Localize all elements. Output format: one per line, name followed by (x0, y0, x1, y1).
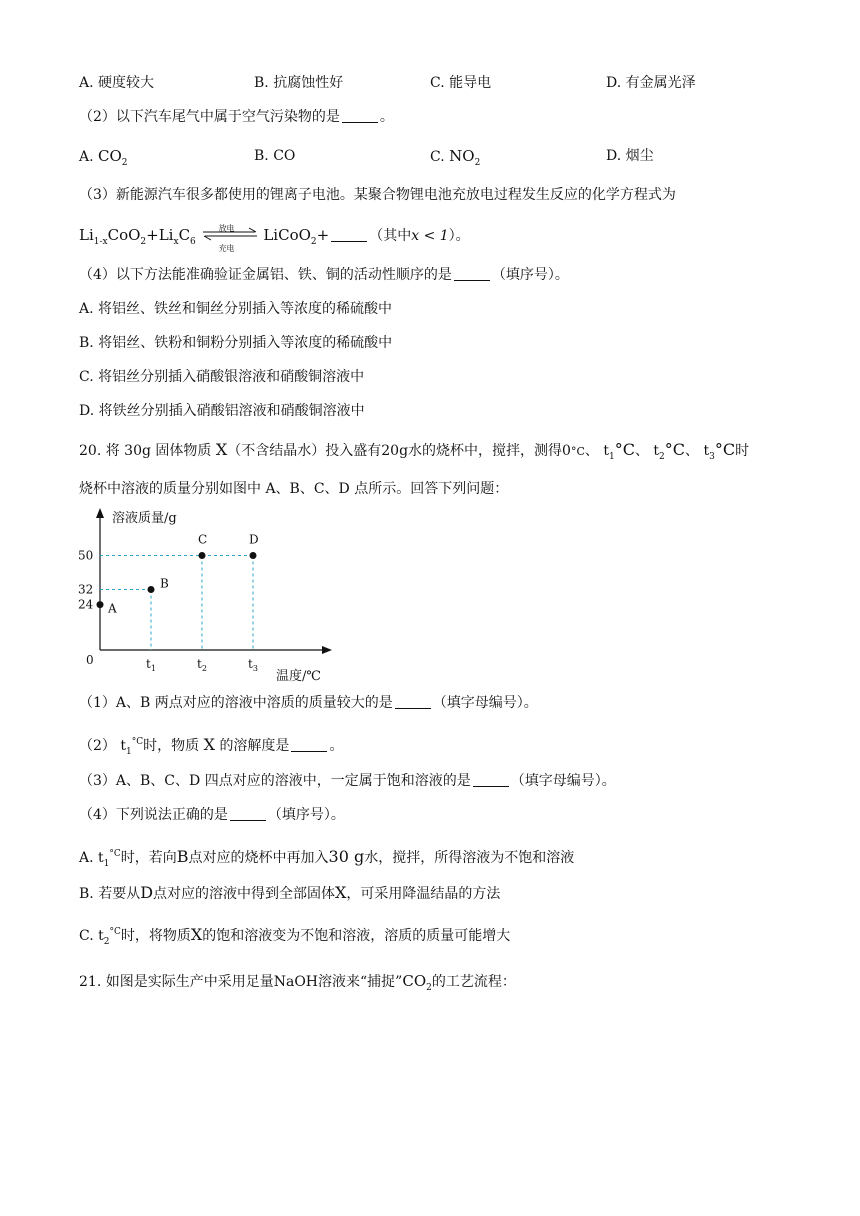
q20-option-b: B. 若要从D点对应的溶液中得到全部固体X，可采用降温结晶的方法 (79, 883, 501, 902)
q19-p4-option-d: D. 将铁丝分别插入硝酸铝溶液和硝酸铜溶液中 (79, 403, 365, 419)
q19-p2-option-c: C. $NO_2$ (430, 147, 481, 168)
answer-blank (395, 694, 431, 709)
origin-label: 0 (86, 653, 94, 667)
x-tick-label: $t_1$ (146, 657, 156, 673)
q19-p2-stem: （2）以下汽车尾气中属于空气污染物的是 。 (79, 109, 394, 125)
answer-blank (230, 806, 266, 821)
y-tick-label: 50 (78, 548, 94, 563)
answer-blank (473, 772, 509, 787)
q20-sub4: （4）下列说法正确的是 （填序号）。 (79, 807, 345, 823)
data-point (148, 586, 155, 593)
q19-p4-option-a: A. 将铝丝、铁丝和铜丝分别插入等浓度的稀硫酸中 (79, 301, 393, 317)
answer-blank (342, 108, 378, 123)
q19-p2-option-a: A. $CO_2$ (79, 147, 128, 168)
q20-sub2: （2） $t_1^{^\circ C}$时，物质 X 的溶解度是 。 (79, 735, 344, 757)
x-tick-label: $t_3$ (248, 657, 258, 673)
x-tick-label: $t_2$ (197, 657, 207, 673)
q20-sub3: （3）A、B、C、D 四点对应的溶液中，一定属于饱和溶液的是 （填字母编号）。 (79, 773, 616, 789)
data-point (199, 552, 206, 559)
q20-stem-line1: 20. 将 30g 固体物质 X（不含结晶水）投入盛有20g水的烧杯中，搅拌，测得0°C、 $t_1^\circ C$、 $t_2^\circ C$、 $t_3^\circ C$时 (79, 440, 750, 462)
q20-stem-line2: 烧杯中溶液的质量分别如图中 A、B、C、D 点所示。回答下列问题： (79, 481, 509, 497)
q20-sub1: （1）A、B 两点对应的溶液中溶质的质量较大的是 （填字母编号）。 (79, 695, 538, 711)
q19-p1-option-c: C. 能导电 (430, 75, 492, 91)
q19-p4-option-c: C. 将铝丝分别插入硝酸银溶液和硝酸铜溶液中 (79, 369, 365, 385)
q19-p1-option-a: A. 硬度较大 (79, 75, 155, 91)
q20-option-a: A. $t_1^{^\circ C}$时，若向B点对应的烧杯中再加入30 g水，搅拌，所得溶液为不饱和溶液 (79, 847, 575, 869)
q19-p3-stem: （3）新能源汽车很多都使用的锂离子电池。某聚合物锂电池充放电过程发生反应的化学方程式为 (79, 187, 676, 203)
q19-p3-equation: $Li_{1-x}CoO_2+Li_xC_6$ 放电 充电 LiCoO$_2$+ （其中x < 1）。 (79, 224, 470, 253)
reversible-arrow: 放电 充电 (201, 224, 259, 244)
q19-p1-option-b: B. 抗腐蚀性好 (254, 75, 344, 91)
q20-option-c: C. $t_2^{^\circ C}$时，将物质X的饱和溶液变为不饱和溶液，溶质的质量可能增大 (79, 925, 511, 947)
q19-p2-option-b: B. CO (254, 148, 296, 164)
q21-stem: 21. 如图是实际生产中采用足量NaOH溶液来“捕捉$”CO_2$的工艺流程： (79, 972, 516, 993)
y-tick-label: 32 (78, 582, 94, 597)
y-tick-label: 24 (78, 597, 94, 612)
q19-p2-option-d: D. 烟尘 (606, 148, 654, 164)
data-point (250, 552, 257, 559)
data-point (97, 601, 104, 608)
solution-mass-chart (70, 500, 350, 690)
point-label: A (108, 601, 117, 616)
x-axis-arrow-icon (322, 646, 332, 654)
answer-blank (454, 266, 490, 281)
y-axis-label: 溶液质量/g (112, 511, 177, 526)
q19-p4-stem: （4）以下方法能准确验证金属铝、铁、铜的活动性顺序的是 （填序号）。 (79, 267, 569, 283)
point-label: C (198, 532, 208, 547)
x-axis-label: 温度/℃ (276, 669, 321, 684)
y-axis-arrow-icon (96, 508, 104, 518)
q19-p4-option-b: B. 将铝丝、铁粉和铜粉分别插入等浓度的稀硫酸中 (79, 335, 393, 351)
point-label: D (249, 532, 259, 547)
q19-p1-option-d: D. 有金属光泽 (606, 75, 696, 91)
answer-blank (291, 737, 327, 752)
point-label: B (160, 576, 169, 591)
answer-blank (331, 227, 367, 242)
